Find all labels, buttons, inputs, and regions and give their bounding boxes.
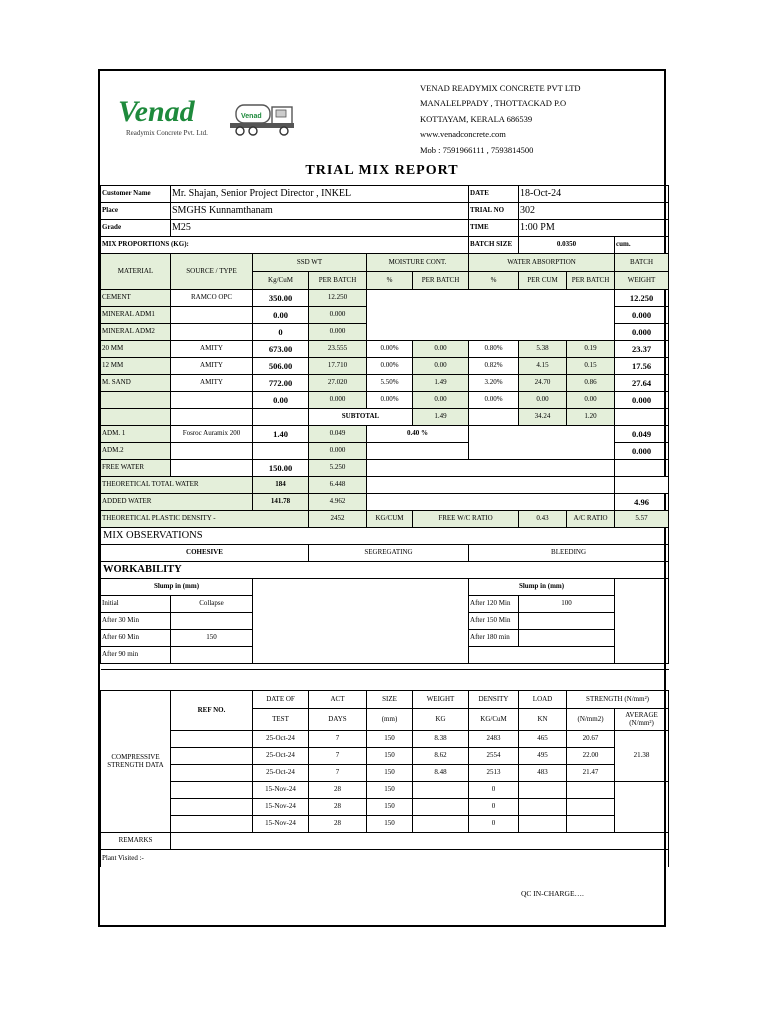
slump-time: After 120 Min: [469, 596, 519, 613]
slump-value: Collapse: [171, 596, 253, 613]
slump-header-left: Slump in (mm): [101, 579, 253, 596]
header-test: TEST: [253, 709, 309, 731]
cube-size: 150: [367, 782, 413, 799]
slump-value: [171, 613, 253, 630]
average-label: AVERAGE: [625, 711, 658, 720]
kg-per-cum: 0.00: [253, 392, 309, 409]
act-days: 7: [309, 748, 367, 765]
test-date: 25-Oct-24: [253, 731, 309, 748]
moisture-pct: 0.00%: [367, 358, 413, 375]
blank-cell: [367, 494, 615, 511]
mix-observations-title: MIX OBSERVATIONS: [101, 528, 669, 545]
wa-pct: 0.82%: [469, 358, 519, 375]
slump-value: [519, 630, 615, 647]
kg-per-cum: 673.00: [253, 341, 309, 358]
material-name: ADM. 1: [101, 426, 171, 443]
moisture-per-batch: 0.00: [413, 392, 469, 409]
header-act: ACT: [309, 691, 367, 709]
header-moisture-per-batch: PER BATCH: [413, 272, 469, 290]
blank-band: [101, 670, 669, 691]
material-name: M. SAND: [101, 375, 171, 392]
material-name: 12 MM: [101, 358, 171, 375]
header-ssd-wt: SSD WT: [253, 254, 367, 272]
ref-no: [171, 799, 253, 816]
strength: [567, 799, 615, 816]
act-days: 28: [309, 799, 367, 816]
grade-row: [101, 220, 669, 237]
strength: 20.67: [567, 731, 615, 748]
place-row: [101, 203, 669, 220]
cube-size: 150: [367, 765, 413, 782]
density: 0: [469, 799, 519, 816]
header-weight: WEIGHT: [615, 272, 669, 290]
company-details: [420, 81, 581, 158]
workability-title-row: [101, 562, 669, 579]
wa-pct: [469, 409, 519, 426]
per-batch: 23.555: [309, 341, 367, 358]
density: 0: [469, 782, 519, 799]
load: [519, 799, 567, 816]
source: AMITY: [171, 358, 253, 375]
per-batch: 0.000: [309, 324, 367, 341]
material-name: MINERAL ADM2: [101, 324, 171, 341]
density: 2513: [469, 765, 519, 782]
strength-row: [101, 748, 669, 765]
svg-text:Venad: Venad: [118, 95, 195, 128]
cube-weight: 8.62: [413, 748, 469, 765]
header-wa-pct: %: [469, 272, 519, 290]
blank-cell: [367, 460, 615, 477]
cube-weight: [413, 816, 469, 833]
blank-block: [469, 426, 615, 460]
header-weight: WEIGHT: [413, 691, 469, 709]
svg-text:Readymix Concrete Pvt. Ltd.: Readymix Concrete Pvt. Ltd.: [126, 129, 208, 137]
material-name: ADDED WATER: [101, 494, 253, 511]
header-weight-unit: KG: [413, 709, 469, 731]
slump-value: [519, 613, 615, 630]
batch-size-value: 0.0350: [519, 237, 615, 254]
header-material: MATERIAL: [101, 254, 171, 290]
ref-no-label: REF NO.: [171, 691, 253, 731]
cement-row: [101, 290, 669, 307]
subtotal-wa-per-cum: 34.24: [519, 409, 567, 426]
remarks-label: REMARKS: [101, 833, 171, 850]
company-website: www.venadconcrete.com: [420, 129, 506, 140]
header-size-unit: (mm): [367, 709, 413, 731]
kg-per-cum: 0.00: [253, 307, 309, 324]
place-value: SMGHS Kunnamthanam: [171, 203, 469, 220]
cube-size: 150: [367, 748, 413, 765]
moisture-per-batch: 1.49: [413, 375, 469, 392]
date-value: 18-Oct-24: [519, 186, 669, 203]
mix-header-row-1: [101, 254, 669, 272]
company-address-1: MANALELPPADY , THOTTACKAD P.O: [420, 98, 567, 109]
source: AMITY: [171, 375, 253, 392]
compressive-strength-label: COMPRESSIVE STRENGTH DATA: [101, 691, 171, 833]
customer-label: Customer Name: [101, 186, 171, 203]
ac-ratio-value: 5.57: [615, 511, 669, 528]
slump-time: After 150 Min: [469, 613, 519, 630]
wa-per-cum: 5.38: [519, 341, 567, 358]
batch-size-label: BATCH SIZE: [469, 237, 519, 254]
svg-text:Venad: Venad: [241, 113, 262, 120]
time-value: 1:00 PM: [519, 220, 669, 237]
per-batch: 27.020: [309, 375, 367, 392]
batch-weight: [615, 409, 669, 426]
wc-ratio-value: 0.43: [519, 511, 567, 528]
slump-header-row: [101, 579, 669, 596]
kg-per-cum: [253, 443, 309, 460]
header-batch: BATCH: [615, 254, 669, 272]
header-density: DENSITY: [469, 691, 519, 709]
mix-proportions-row: [101, 237, 669, 254]
batch-weight: 0.000: [615, 307, 669, 324]
cube-weight: 8.48: [413, 765, 469, 782]
cube-size: 150: [367, 731, 413, 748]
header-days: DAYS: [309, 709, 367, 731]
strength-row: [101, 782, 669, 799]
venad-logo: [118, 91, 308, 151]
header-per-batch: PER BATCH: [309, 272, 367, 290]
per-batch: 0.049: [309, 426, 367, 443]
source: AMITY: [171, 341, 253, 358]
free-water-row: [101, 460, 669, 477]
wa-per-batch: 0.19: [567, 341, 615, 358]
company-address-2: KOTTAYAM, KERALA 686539: [420, 113, 533, 124]
place-label: Place: [101, 203, 171, 220]
batch-size-unit: cum.: [615, 237, 669, 254]
ref-no: [171, 816, 253, 833]
material-name: CEMENT: [101, 290, 171, 307]
header-wa-per-batch: PER BATCH: [567, 272, 615, 290]
slump-header-right: Slump in (mm): [469, 579, 615, 596]
aggregate-12mm-row: [101, 358, 669, 375]
batch-weight: [615, 477, 669, 494]
cube-weight: [413, 782, 469, 799]
kg-per-cum: [253, 409, 309, 426]
ref-no: [171, 731, 253, 748]
per-batch: 6.448: [309, 477, 367, 494]
slump-time: Initial: [101, 596, 171, 613]
batch-weight: 0.000: [615, 324, 669, 341]
material-name: FREE WATER: [101, 460, 171, 477]
test-date: 15-Nov-24: [253, 799, 309, 816]
added-water-row: [101, 494, 669, 511]
kg-per-cum: 184: [253, 477, 309, 494]
report-title: TRIAL MIX REPORT: [305, 163, 459, 178]
wa-per-cum: 4.15: [519, 358, 567, 375]
ref-no: [171, 765, 253, 782]
source: [171, 392, 253, 409]
moisture-pct: 0.00%: [367, 341, 413, 358]
remarks-value: [171, 833, 669, 850]
admixture-1-row: [101, 426, 669, 443]
batch-weight: [615, 460, 669, 477]
grade-value: M25: [171, 220, 469, 237]
wa-per-batch: 0.86: [567, 375, 615, 392]
plant-visited-row: [101, 850, 669, 867]
per-batch: 12.250: [309, 290, 367, 307]
kg-per-cum: 772.00: [253, 375, 309, 392]
header-load-unit: KN: [519, 709, 567, 731]
trial-label: TRIAL NO: [469, 203, 519, 220]
workability-blank: [253, 579, 469, 664]
per-batch: 17.710: [309, 358, 367, 375]
header-strength: STRENGTH (N/mm²): [567, 691, 669, 709]
load: 483: [519, 765, 567, 782]
plastic-density-row: [101, 511, 669, 528]
kg-per-cum: 1.40: [253, 426, 309, 443]
batch-weight: 12.250: [615, 290, 669, 307]
load: [519, 782, 567, 799]
header-moisture: MOISTURE CONT.: [367, 254, 469, 272]
wa-pct: 0.00%: [469, 392, 519, 409]
cube-weight: [413, 799, 469, 816]
cube-size: 150: [367, 799, 413, 816]
act-days: 28: [309, 816, 367, 833]
test-date: 25-Oct-24: [253, 748, 309, 765]
source: [171, 443, 253, 460]
slump-time: After 60 Min: [101, 630, 171, 647]
mix-proportions-label: MIX PROPORTIONS (KG):: [101, 237, 469, 254]
per-batch: 5.250: [309, 460, 367, 477]
strength-header-row-1: [101, 691, 669, 709]
m-sand-row: [101, 375, 669, 392]
header-moisture-pct: %: [367, 272, 413, 290]
grade-label: Grade: [101, 220, 171, 237]
cube-weight: 8.38: [413, 731, 469, 748]
strength: 22.00: [567, 748, 615, 765]
batch-weight: 17.56: [615, 358, 669, 375]
company-name: VENAD READYMIX CONCRETE PVT LTD: [420, 83, 581, 93]
header-water-absorption: WATER ABSORPTION: [469, 254, 615, 272]
strength: [567, 782, 615, 799]
source: [171, 307, 253, 324]
strength: [567, 816, 615, 833]
material-name: ADM.2: [101, 443, 171, 460]
source: [171, 324, 253, 341]
moisture-per-batch: 0.00: [413, 358, 469, 375]
average-strength: 21.38: [615, 731, 669, 782]
mixer-truck-icon: [230, 105, 294, 135]
workability-title: WORKABILITY: [101, 562, 669, 579]
cohesive-label: COHESIVE: [101, 545, 309, 562]
batch-weight: 0.000: [615, 443, 669, 460]
material-name: 20 MM: [101, 341, 171, 358]
per-batch: 0.000: [309, 307, 367, 324]
test-date: 25-Oct-24: [253, 765, 309, 782]
slump-value: 150: [171, 630, 253, 647]
test-date: 15-Nov-24: [253, 816, 309, 833]
blank-material-row: [101, 392, 669, 409]
slump-value: [171, 647, 253, 664]
plastic-density-unit: KG/CUM: [367, 511, 413, 528]
moisture-pct: 0.00%: [367, 392, 413, 409]
plant-visited-label: Plant Visited :-: [101, 850, 669, 867]
load: 495: [519, 748, 567, 765]
header-size: SIZE: [367, 691, 413, 709]
strength-row: [101, 731, 669, 748]
bleeding-label: BLEEDING: [469, 545, 669, 562]
source: [171, 460, 253, 477]
act-days: 7: [309, 765, 367, 782]
act-days: 7: [309, 731, 367, 748]
kg-per-cum: 506.00: [253, 358, 309, 375]
moisture-per-batch: 0.00: [413, 341, 469, 358]
wc-ratio-label: FREE W/C RATIO: [413, 511, 519, 528]
material-name: MINERAL ADM1: [101, 307, 171, 324]
company-phone: Mob : 7591966111 , 7593814500: [420, 144, 534, 155]
blank-cell: [469, 647, 615, 664]
cube-size: 150: [367, 816, 413, 833]
header-kgcum: Kg/CuM: [253, 272, 309, 290]
batch-weight: 23.37: [615, 341, 669, 358]
blank-cell: [367, 443, 469, 460]
aggregate-20mm-row: [101, 341, 669, 358]
plastic-density-value: 2452: [309, 511, 367, 528]
act-days: 28: [309, 782, 367, 799]
strength: 21.47: [567, 765, 615, 782]
wa-pct: 3.20%: [469, 375, 519, 392]
report-table: [100, 185, 669, 867]
batch-weight: 0.000: [615, 392, 669, 409]
load: 465: [519, 731, 567, 748]
batch-weight: 0.049: [615, 426, 669, 443]
remarks-row: [101, 833, 669, 850]
header-average: [615, 709, 669, 731]
slump-time: After 90 min: [101, 647, 171, 664]
kg-per-cum: 0: [253, 324, 309, 341]
header-date-of: DATE OF: [253, 691, 309, 709]
date-label: DATE: [469, 186, 519, 203]
qc-in-charge: QC IN-CHARGE….: [521, 889, 584, 898]
subtotal-row: [101, 409, 669, 426]
kg-per-cum: 150.00: [253, 460, 309, 477]
mix-observations-title-row: [101, 528, 669, 545]
ref-no: [171, 782, 253, 799]
header-strength-unit: (N/mm2): [567, 709, 615, 731]
admixture-dosage: 0.40 %: [367, 426, 469, 443]
header-wa-per-cum: PER CUM: [519, 272, 567, 290]
moisture-pct: 5.50%: [367, 375, 413, 392]
header-load: LOAD: [519, 691, 567, 709]
subtotal-moisture: 1.49: [413, 409, 469, 426]
kg-per-cum: 350.00: [253, 290, 309, 307]
batch-weight: 4.96: [615, 494, 669, 511]
trial-mix-report: [98, 69, 666, 927]
trial-value: 302: [519, 203, 669, 220]
header-density-unit: KG/CuM: [469, 709, 519, 731]
customer-row: [101, 186, 669, 203]
density: 2483: [469, 731, 519, 748]
load: [519, 816, 567, 833]
material-name: [101, 409, 171, 426]
density: 0: [469, 816, 519, 833]
source: RAMCO OPC: [171, 290, 253, 307]
average-unit: (N/mm²): [629, 718, 654, 727]
source: Fosroc Auramix 200: [171, 426, 253, 443]
total-water-row: [101, 477, 669, 494]
plastic-density-label: THEORETICAL PLASTIC DENSITY -: [101, 511, 309, 528]
batch-weight: 27.64: [615, 375, 669, 392]
ref-no: [171, 748, 253, 765]
mix-observations-row: [101, 545, 669, 562]
wa-per-cum: 24.70: [519, 375, 567, 392]
source: [171, 409, 253, 426]
strength-row: [101, 799, 669, 816]
per-batch: 4.962: [309, 494, 367, 511]
strength-row: [101, 816, 669, 833]
blank-band-row: [101, 670, 669, 691]
material-name: THEORETICAL TOTAL WATER: [101, 477, 253, 494]
blank-cell: [367, 477, 615, 494]
customer-value: Mr. Shajan, Senior Project Director , INKEL: [171, 186, 469, 203]
per-batch: 0.000: [309, 443, 367, 460]
subtotal-label: SUBTOTAL: [309, 409, 413, 426]
workability-blank: [615, 579, 669, 664]
kg-per-cum: 141.78: [253, 494, 309, 511]
header-source: SOURCE / TYPE: [171, 254, 253, 290]
per-batch: 0.000: [309, 392, 367, 409]
ac-ratio-label: A/C RATIO: [567, 511, 615, 528]
average-strength: [615, 782, 669, 833]
strength-row: [101, 765, 669, 782]
test-date: 15-Nov-24: [253, 782, 309, 799]
slump-time: After 180 min: [469, 630, 519, 647]
wa-per-batch: 0.00: [567, 392, 615, 409]
report-header: [100, 71, 664, 186]
segregating-label: SEGREGATING: [309, 545, 469, 562]
time-label: TIME: [469, 220, 519, 237]
material-name: [101, 392, 171, 409]
wa-per-batch: 0.15: [567, 358, 615, 375]
blank-block: [367, 290, 615, 341]
wa-pct: 0.80%: [469, 341, 519, 358]
wa-per-cum: 0.00: [519, 392, 567, 409]
density: 2554: [469, 748, 519, 765]
slump-value: 100: [519, 596, 615, 613]
slump-time: After 30 Min: [101, 613, 171, 630]
subtotal-wa-per-batch: 1.20: [567, 409, 615, 426]
